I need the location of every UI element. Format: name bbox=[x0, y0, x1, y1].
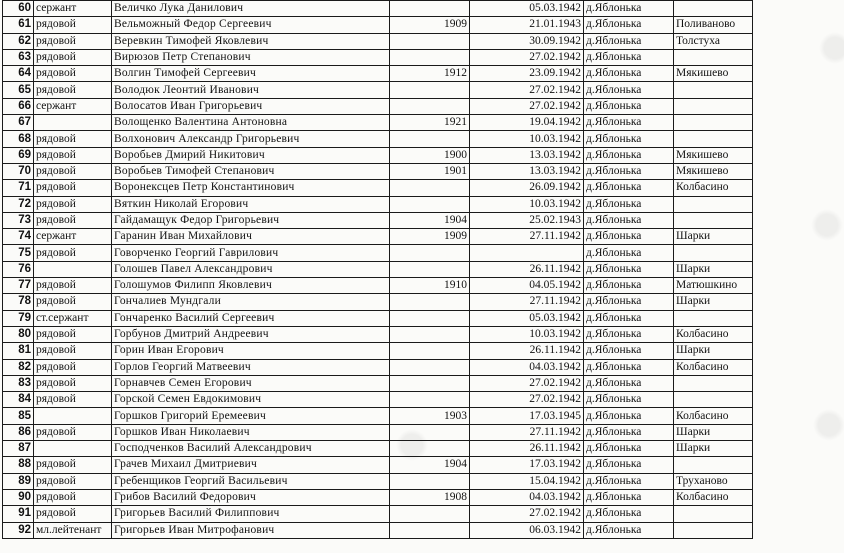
death-date-cell: 26.09.1942 bbox=[470, 180, 584, 196]
rank-cell: рядовой bbox=[34, 343, 112, 359]
origin-village-cell: Колбасино bbox=[674, 489, 753, 505]
death-date-cell: 19.04.1942 bbox=[470, 115, 584, 131]
birth-year-cell bbox=[390, 98, 470, 114]
table-row bbox=[3, 489, 753, 505]
row-number: 71 bbox=[3, 180, 34, 196]
row-number: 69 bbox=[3, 147, 34, 163]
birth-year-cell bbox=[390, 326, 470, 342]
birth-year-cell: 1904 bbox=[390, 457, 470, 473]
row-number: 75 bbox=[3, 245, 34, 261]
table-row bbox=[3, 261, 753, 277]
origin-village-cell: Шарки bbox=[674, 424, 753, 440]
full-name-cell: Гаранин Иван Михайлович bbox=[112, 229, 390, 245]
rank-cell: рядовой bbox=[34, 278, 112, 294]
table-row bbox=[3, 180, 753, 196]
death-date-cell: 10.03.1942 bbox=[470, 326, 584, 342]
table-row bbox=[3, 98, 753, 114]
rank-cell: рядовой bbox=[34, 180, 112, 196]
birth-year-cell: 1909 bbox=[390, 229, 470, 245]
origin-village-cell bbox=[674, 310, 753, 326]
birth-year-cell bbox=[390, 261, 470, 277]
row-number: 81 bbox=[3, 343, 34, 359]
rank-cell: мл.лейтенант bbox=[34, 522, 112, 538]
death-date-cell: 27.02.1942 bbox=[470, 506, 584, 522]
full-name-cell: Грибов Василий Федорович bbox=[112, 489, 390, 505]
death-date-cell: 13.03.1942 bbox=[470, 163, 584, 179]
burial-place-cell: д.Яблонька bbox=[584, 163, 674, 179]
table-row bbox=[3, 473, 753, 489]
table-row bbox=[3, 310, 753, 326]
row-number: 77 bbox=[3, 278, 34, 294]
birth-year-cell bbox=[390, 245, 470, 261]
burial-place-cell: д.Яблонька bbox=[584, 98, 674, 114]
origin-village-cell: Мякишево bbox=[674, 163, 753, 179]
row-number: 61 bbox=[3, 17, 34, 33]
burial-place-cell: д.Яблонька bbox=[584, 506, 674, 522]
birth-year-cell: 1900 bbox=[390, 147, 470, 163]
origin-village-cell: Мякишево bbox=[674, 66, 753, 82]
birth-year-cell: 1910 bbox=[390, 278, 470, 294]
row-number: 74 bbox=[3, 229, 34, 245]
rank-cell: рядовой bbox=[34, 147, 112, 163]
burial-place-cell: д.Яблонька bbox=[584, 180, 674, 196]
table-row bbox=[3, 506, 753, 522]
burial-place-cell: д.Яблонька bbox=[584, 261, 674, 277]
full-name-cell: Горской Семен Евдокимович bbox=[112, 392, 390, 408]
origin-village-cell: Шарки bbox=[674, 343, 753, 359]
birth-year-cell bbox=[390, 424, 470, 440]
table-row bbox=[3, 163, 753, 179]
death-date-cell: 17.03.1942 bbox=[470, 457, 584, 473]
origin-village-cell bbox=[674, 131, 753, 147]
burial-place-cell: д.Яблонька bbox=[584, 457, 674, 473]
origin-village-cell: Шарки bbox=[674, 294, 753, 310]
full-name-cell: Горшков Григорий Еремеевич bbox=[112, 408, 390, 424]
full-name-cell: Володюк Леонтий Иванович bbox=[112, 82, 390, 98]
watermark-mark bbox=[818, 28, 844, 68]
birth-year-cell bbox=[390, 359, 470, 375]
birth-year-cell bbox=[390, 294, 470, 310]
birth-year-cell bbox=[390, 506, 470, 522]
row-number: 72 bbox=[3, 196, 34, 212]
row-number: 68 bbox=[3, 131, 34, 147]
death-date-cell: 06.03.1942 bbox=[470, 522, 584, 538]
burial-place-cell: д.Яблонька bbox=[584, 131, 674, 147]
rank-cell: рядовой bbox=[34, 506, 112, 522]
rank-cell bbox=[34, 261, 112, 277]
full-name-cell: Воробьев Тимофей Степанович bbox=[112, 163, 390, 179]
table-row bbox=[3, 66, 753, 82]
row-number: 60 bbox=[3, 1, 34, 17]
table-row bbox=[3, 115, 753, 131]
rank-cell: рядовой bbox=[34, 196, 112, 212]
burial-place-cell: д.Яблонька bbox=[584, 310, 674, 326]
table-row bbox=[3, 343, 753, 359]
birth-year-cell: 1901 bbox=[390, 163, 470, 179]
birth-year-cell: 1908 bbox=[390, 489, 470, 505]
death-date-cell: 26.11.1942 bbox=[470, 441, 584, 457]
death-date-cell: 26.11.1942 bbox=[470, 343, 584, 359]
table-row bbox=[3, 424, 753, 440]
full-name-cell: Горлов Георгий Матвеевич bbox=[112, 359, 390, 375]
rank-cell: рядовой bbox=[34, 66, 112, 82]
death-date-cell: 27.02.1942 bbox=[470, 375, 584, 391]
table-row bbox=[3, 326, 753, 342]
full-name-cell: Гончалиев Мундгали bbox=[112, 294, 390, 310]
rank-cell: рядовой bbox=[34, 424, 112, 440]
burial-place-cell: д.Яблонька bbox=[584, 408, 674, 424]
table-row bbox=[3, 245, 753, 261]
row-number: 91 bbox=[3, 506, 34, 522]
burial-place-cell: д.Яблонька bbox=[584, 17, 674, 33]
birth-year-cell: 1921 bbox=[390, 115, 470, 131]
full-name-cell: Волхонович Александр Григорьевич bbox=[112, 131, 390, 147]
full-name-cell: Волощенко Валентина Антоновна bbox=[112, 115, 390, 131]
death-date-cell: 27.02.1942 bbox=[470, 82, 584, 98]
origin-village-cell bbox=[674, 375, 753, 391]
origin-village-cell bbox=[674, 115, 753, 131]
burial-place-cell: д.Яблонька bbox=[584, 115, 674, 131]
row-number: 86 bbox=[3, 424, 34, 440]
burial-place-cell: д.Яблонька bbox=[584, 294, 674, 310]
death-date-cell: 30.09.1942 bbox=[470, 33, 584, 49]
origin-village-cell bbox=[674, 196, 753, 212]
table-row bbox=[3, 82, 753, 98]
origin-village-cell: Колбасино bbox=[674, 180, 753, 196]
death-date-cell: 04.05.1942 bbox=[470, 278, 584, 294]
row-number: 85 bbox=[3, 408, 34, 424]
origin-village-cell: Толстуха bbox=[674, 33, 753, 49]
row-number: 87 bbox=[3, 441, 34, 457]
burial-place-cell: д.Яблонька bbox=[584, 196, 674, 212]
burial-place-cell: д.Яблонька bbox=[584, 375, 674, 391]
origin-village-cell: Шарки bbox=[674, 441, 753, 457]
full-name-cell: Григорьев Василий Филиппович bbox=[112, 506, 390, 522]
birth-year-cell: 1903 bbox=[390, 408, 470, 424]
origin-village-cell bbox=[674, 457, 753, 473]
death-date-cell: 25.02.1943 bbox=[470, 212, 584, 228]
full-name-cell: Воробьев Дмирий Никитович bbox=[112, 147, 390, 163]
full-name-cell: Гончаренко Василий Сергеевич bbox=[112, 310, 390, 326]
death-date-cell: 27.02.1942 bbox=[470, 98, 584, 114]
table-row bbox=[3, 359, 753, 375]
birth-year-cell bbox=[390, 33, 470, 49]
birth-year-cell bbox=[390, 180, 470, 196]
rank-cell: рядовой bbox=[34, 163, 112, 179]
table-row bbox=[3, 522, 753, 538]
burial-place-cell: д.Яблонька bbox=[584, 392, 674, 408]
row-number: 67 bbox=[3, 115, 34, 131]
death-date-cell: 27.02.1942 bbox=[470, 392, 584, 408]
origin-village-cell: Шарки bbox=[674, 261, 753, 277]
death-date-cell: 04.03.1942 bbox=[470, 489, 584, 505]
death-date-cell: 13.03.1942 bbox=[470, 147, 584, 163]
rank-cell: рядовой bbox=[34, 473, 112, 489]
rank-cell: сержант bbox=[34, 98, 112, 114]
burial-place-cell: д.Яблонька bbox=[584, 147, 674, 163]
rank-cell: ст.сержант bbox=[34, 310, 112, 326]
burial-place-cell: д.Яблонька bbox=[584, 522, 674, 538]
row-number: 78 bbox=[3, 294, 34, 310]
full-name-cell: Голошев Павел Александрович bbox=[112, 261, 390, 277]
death-date-cell: 27.02.1942 bbox=[470, 49, 584, 65]
origin-village-cell bbox=[674, 82, 753, 98]
death-date-cell: 15.04.1942 bbox=[470, 473, 584, 489]
table-row bbox=[3, 49, 753, 65]
origin-village-cell bbox=[674, 49, 753, 65]
full-name-cell: Горшков Иван Николаевич bbox=[112, 424, 390, 440]
rank-cell: рядовой bbox=[34, 212, 112, 228]
full-name-cell: Гребенщиков Георгий Васильевич bbox=[112, 473, 390, 489]
row-number: 83 bbox=[3, 375, 34, 391]
full-name-cell: Веревкин Тимофей Яковлевич bbox=[112, 33, 390, 49]
rank-cell: рядовой bbox=[34, 49, 112, 65]
table-row bbox=[3, 441, 753, 457]
table-row bbox=[3, 294, 753, 310]
death-date-cell: 21.01.1943 bbox=[470, 17, 584, 33]
rank-cell bbox=[34, 408, 112, 424]
rank-cell: рядовой bbox=[34, 375, 112, 391]
origin-village-cell: Мякишево bbox=[674, 147, 753, 163]
row-number: 88 bbox=[3, 457, 34, 473]
origin-village-cell: Колбасино bbox=[674, 359, 753, 375]
death-date-cell: 10.03.1942 bbox=[470, 131, 584, 147]
origin-village-cell: Труханово bbox=[674, 473, 753, 489]
full-name-cell: Волгин Тимофей Сергеевич bbox=[112, 66, 390, 82]
birth-year-cell bbox=[390, 82, 470, 98]
burial-place-cell: д.Яблонька bbox=[584, 424, 674, 440]
death-date-cell: 17.03.1945 bbox=[470, 408, 584, 424]
table-row bbox=[3, 147, 753, 163]
rank-cell: рядовой bbox=[34, 489, 112, 505]
origin-village-cell bbox=[674, 392, 753, 408]
rank-cell: рядовой bbox=[34, 33, 112, 49]
burial-place-cell: д.Яблонька bbox=[584, 1, 674, 17]
birth-year-cell bbox=[390, 343, 470, 359]
row-number: 76 bbox=[3, 261, 34, 277]
table-row bbox=[3, 33, 753, 49]
table-row bbox=[3, 375, 753, 391]
birth-year-cell bbox=[390, 392, 470, 408]
rank-cell: сержант bbox=[34, 1, 112, 17]
rank-cell: рядовой bbox=[34, 245, 112, 261]
burial-place-cell: д.Яблонька bbox=[584, 245, 674, 261]
origin-village-cell bbox=[674, 522, 753, 538]
full-name-cell: Голошумов Филипп Яковлевич bbox=[112, 278, 390, 294]
origin-village-cell: Поливаново bbox=[674, 17, 753, 33]
full-name-cell: Господченков Василий Александрович bbox=[112, 441, 390, 457]
birth-year-cell bbox=[390, 522, 470, 538]
birth-year-cell bbox=[390, 473, 470, 489]
table-row bbox=[3, 1, 753, 17]
birth-year-cell bbox=[390, 441, 470, 457]
origin-village-cell bbox=[674, 245, 753, 261]
row-number: 73 bbox=[3, 212, 34, 228]
origin-village-cell: Шарки bbox=[674, 229, 753, 245]
burial-place-cell: д.Яблонька bbox=[584, 212, 674, 228]
full-name-cell: Волосатов Иван Григорьевич bbox=[112, 98, 390, 114]
death-date-cell: 05.03.1942 bbox=[470, 1, 584, 17]
birth-year-cell bbox=[390, 375, 470, 391]
rank-cell: рядовой bbox=[34, 131, 112, 147]
rank-cell: рядовой bbox=[34, 392, 112, 408]
row-number: 70 bbox=[3, 163, 34, 179]
table-row bbox=[3, 17, 753, 33]
table-row bbox=[3, 408, 753, 424]
birth-year-cell bbox=[390, 196, 470, 212]
row-number: 65 bbox=[3, 82, 34, 98]
burial-place-cell: д.Яблонька bbox=[584, 229, 674, 245]
row-number: 82 bbox=[3, 359, 34, 375]
birth-year-cell: 1909 bbox=[390, 17, 470, 33]
origin-village-cell bbox=[674, 1, 753, 17]
death-date-cell: 27.11.1942 bbox=[470, 424, 584, 440]
table-row bbox=[3, 278, 753, 294]
full-name-cell: Говорченко Георгий Гаврилович bbox=[112, 245, 390, 261]
row-number: 63 bbox=[3, 49, 34, 65]
full-name-cell: Гайдамащук Федор Григорьевич bbox=[112, 212, 390, 228]
burial-place-cell: д.Яблонька bbox=[584, 278, 674, 294]
full-name-cell: Величко Лука Данилович bbox=[112, 1, 390, 17]
watermark-mark bbox=[810, 205, 844, 245]
full-name-cell: Вельможный Федор Сергеевич bbox=[112, 17, 390, 33]
birth-year-cell bbox=[390, 49, 470, 65]
death-date-cell: 10.03.1942 bbox=[470, 196, 584, 212]
birth-year-cell bbox=[390, 131, 470, 147]
rank-cell: рядовой bbox=[34, 326, 112, 342]
full-name-cell: Горин Иван Егорович bbox=[112, 343, 390, 359]
full-name-cell: Грачев Михаил Дмитриевич bbox=[112, 457, 390, 473]
row-number: 66 bbox=[3, 98, 34, 114]
full-name-cell: Горнавчев Семен Егорович bbox=[112, 375, 390, 391]
burial-place-cell: д.Яблонька bbox=[584, 82, 674, 98]
birth-year-cell: 1912 bbox=[390, 66, 470, 82]
birth-year-cell: 1904 bbox=[390, 212, 470, 228]
death-date-cell: 27.11.1942 bbox=[470, 229, 584, 245]
row-number: 64 bbox=[3, 66, 34, 82]
burial-list-table bbox=[2, 0, 753, 539]
rank-cell: рядовой bbox=[34, 457, 112, 473]
full-name-cell: Григорьев Иван Митрофанович bbox=[112, 522, 390, 538]
burial-place-cell: д.Яблонька bbox=[584, 33, 674, 49]
row-number: 92 bbox=[3, 522, 34, 538]
table-row bbox=[3, 392, 753, 408]
row-number: 80 bbox=[3, 326, 34, 342]
death-date-cell bbox=[470, 245, 584, 261]
burial-place-cell: д.Яблонька bbox=[584, 49, 674, 65]
rank-cell: сержант bbox=[34, 229, 112, 245]
birth-year-cell bbox=[390, 1, 470, 17]
full-name-cell: Вяткин Николай Егорович bbox=[112, 196, 390, 212]
row-number: 89 bbox=[3, 473, 34, 489]
burial-place-cell: д.Яблонька bbox=[584, 326, 674, 342]
burial-place-cell: д.Яблонька bbox=[584, 441, 674, 457]
burial-place-cell: д.Яблонька bbox=[584, 359, 674, 375]
origin-village-cell bbox=[674, 212, 753, 228]
row-number: 84 bbox=[3, 392, 34, 408]
origin-village-cell bbox=[674, 98, 753, 114]
row-number: 90 bbox=[3, 489, 34, 505]
burial-place-cell: д.Яблонька bbox=[584, 473, 674, 489]
origin-village-cell: Матюшкино bbox=[674, 278, 753, 294]
death-date-cell: 04.03.1942 bbox=[470, 359, 584, 375]
burial-place-cell: д.Яблонька bbox=[584, 66, 674, 82]
watermark-mark bbox=[812, 405, 844, 445]
birth-year-cell bbox=[390, 310, 470, 326]
rank-cell: рядовой bbox=[34, 82, 112, 98]
burial-place-cell: д.Яблонька bbox=[584, 343, 674, 359]
full-name-cell: Горбунов Дмитрий Андреевич bbox=[112, 326, 390, 342]
rank-cell bbox=[34, 441, 112, 457]
rank-cell: рядовой bbox=[34, 17, 112, 33]
full-name-cell: Вирюзов Петр Степанович bbox=[112, 49, 390, 65]
rank-cell: рядовой bbox=[34, 294, 112, 310]
death-date-cell: 26.11.1942 bbox=[470, 261, 584, 277]
burial-place-cell: д.Яблонька bbox=[584, 489, 674, 505]
row-number: 79 bbox=[3, 310, 34, 326]
table-body bbox=[3, 1, 753, 539]
full-name-cell: Воронексцев Петр Константинович bbox=[112, 180, 390, 196]
row-number: 62 bbox=[3, 33, 34, 49]
table-row bbox=[3, 212, 753, 228]
table-row bbox=[3, 457, 753, 473]
death-date-cell: 05.03.1942 bbox=[470, 310, 584, 326]
death-date-cell: 23.09.1942 bbox=[470, 66, 584, 82]
death-date-cell: 27.11.1942 bbox=[470, 294, 584, 310]
table-row bbox=[3, 196, 753, 212]
origin-village-cell: Колбасино bbox=[674, 326, 753, 342]
rank-cell bbox=[34, 115, 112, 131]
table-row bbox=[3, 229, 753, 245]
table-row bbox=[3, 131, 753, 147]
origin-village-cell: Колбасино bbox=[674, 408, 753, 424]
rank-cell: рядовой bbox=[34, 359, 112, 375]
origin-village-cell bbox=[674, 506, 753, 522]
